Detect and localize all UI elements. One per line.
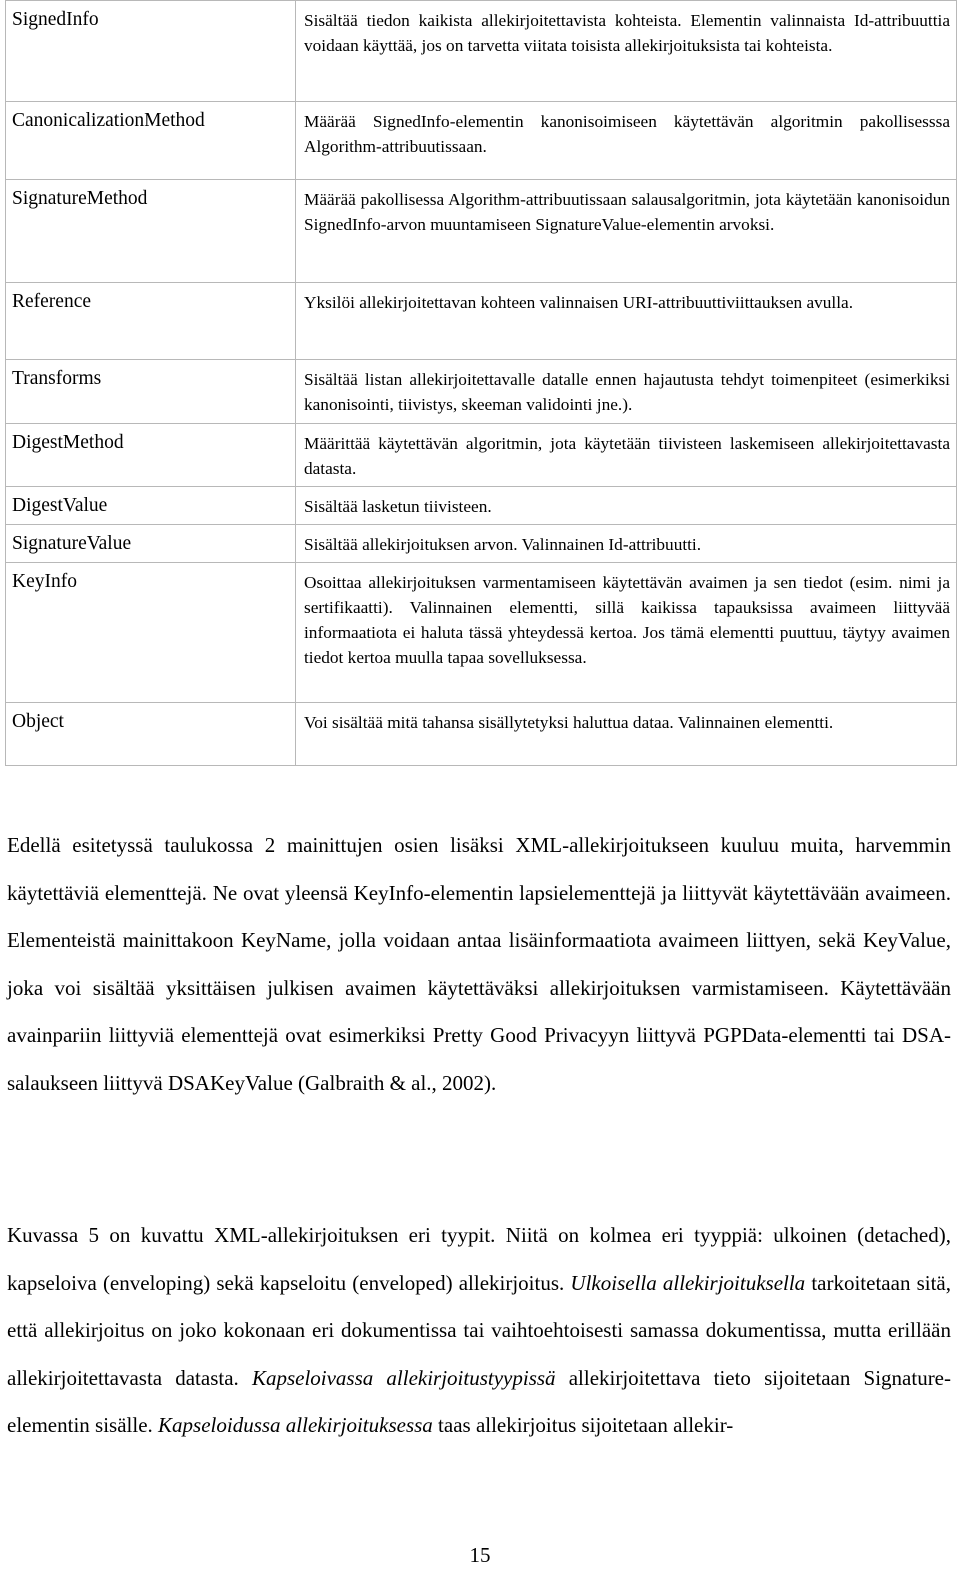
- table-row: [6, 360, 957, 424]
- paragraph-text: Kuvassa 5 on kuvattu XML-allekirjoituksen eri tyypit. Niitä on kolmea eri tyyppiä: ulkoinen (detached), kapseloiva (enveloping) sekä kapseloitu (enveloped) allekirjoitus.: [7, 1223, 951, 1295]
- element-name-cell: DigestMethod: [6, 424, 296, 487]
- element-name-cell: Object: [6, 703, 296, 766]
- body-paragraph-2: [7, 1212, 951, 1450]
- paragraph-text: tarkoitetaan sitä, että allekirjoitus on joko kokonaan eri dokumentissa tai vaihtoehtoisesti samassa dokumentissa, mutta erillään allekirjoitettavasta datasta.: [7, 1270, 951, 1390]
- page-number: 15: [469, 1543, 491, 1567]
- table-row: [6, 525, 957, 563]
- element-name-cell: Reference: [6, 283, 296, 360]
- element-definition-table: [5, 0, 957, 766]
- paragraph-text: allekirjoitettava tieto sijoitetaan Signature-elementin sisälle.: [7, 1365, 951, 1437]
- element-name-cell: CanonicalizationMethod: [6, 102, 296, 180]
- body-paragraph-1: Edellä esitetyssä taulukossa 2 mainittujen osien lisäksi XML-allekirjoitukseen kuuluu muita, harvemmin käytettäviä elementtejä. Ne ovat yleensä KeyInfo-elementin lapsielementtejä ja liittyvät käytettävään avaimeen. Elementeistä mainittakoon KeyName, jolla voidaan antaa lisäinformaatiota avaimeen liittyen, sekä KeyValue, joka voi sisältää yksittäisen julkisen avaimen käytettäväksi allekirjoituksen varmistamiseen. Käytettävään avainpariin liittyviä elementtejä ovat esimerkiksi Pretty Good Privacyyn liittyvä PGPData-elementti tai DSA-salaukseen liittyvä DSAKeyValue (Galbraith & al., 2002).: [7, 833, 951, 1095]
- element-description-cell: Määrää pakollisessa Algorithm-attribuutissaan salausalgoritmin, jota käytetään kanonisoidun SignedInfo-arvon muuntamiseen SignatureValue-elementin arvoksi.: [296, 180, 957, 283]
- element-description-cell: Sisältää tiedon kaikista allekirjoitettavista kohteista. Elementin valinnaista Id-attribuuttia voidaan käyttää, jos on tarvetta viitata toisista allekirjoituksista tai kohteista.: [296, 1, 957, 102]
- table-row: [6, 102, 957, 180]
- element-description-cell: Sisältää allekirjoituksen arvon. Valinnainen Id-attribuutti.: [296, 525, 957, 563]
- element-name-cell: SignatureMethod: [6, 180, 296, 283]
- emphasized-term: Kapseloivassa allekirjoitustyypissä: [251, 1365, 556, 1390]
- element-name-cell: Transforms: [6, 360, 296, 424]
- table-row: [6, 703, 957, 766]
- element-name-cell: KeyInfo: [6, 563, 296, 703]
- emphasized-term: Ulkoisella allekirjoituksella: [570, 1270, 806, 1295]
- element-description-cell: Voi sisältää mitä tahansa sisällytetyksi haluttua dataa. Valinnainen elementti.: [296, 703, 957, 766]
- element-description-cell: Sisältää listan allekirjoitettavalle datalle ennen hajautusta tehdyt toimenpiteet (esimerkiksi kanonisointi, tiivistys, skeeman validointi jne.).: [296, 360, 957, 424]
- paragraph-text: taas allekirjoitus sijoitetaan allekir-: [432, 1413, 734, 1437]
- element-description-cell: Yksilöi allekirjoitettavan kohteen valinnaisen URI-attribuuttiviittauksen avulla.: [296, 283, 957, 360]
- table-row: [6, 424, 957, 487]
- table-row: [6, 180, 957, 283]
- element-description-cell: Osoittaa allekirjoituksen varmentamiseen käytettävän avaimen ja sen tiedot (esim. nimi ja sertifikaatti). Valinnainen elementti, sillä kaikissa tapauksissa avaimeen liittyvää informaatiota ei haluta tässä yhteydessä kertoa. Jos tämä elementti puuttuu, täytyy avaimen tiedot kertoa muulla tapaa sovelluksessa.: [296, 563, 957, 703]
- table-row: [6, 487, 957, 525]
- element-description-cell: Määrää SignedInfo-elementin kanonisoimiseen käytettävän algoritmin pakollisesssa Algorithm-attribuutissaan.: [296, 102, 957, 180]
- element-name-cell: DigestValue: [6, 487, 296, 525]
- table-row: [6, 1, 957, 102]
- table-row: [6, 283, 957, 360]
- element-description-cell: Määrittää käytettävän algoritmin, jota käytetään tiivisteen laskemiseen allekirjoitettavasta datasta.: [296, 424, 957, 487]
- table-row: [6, 563, 957, 703]
- emphasized-term: Kapseloidussa allekirjoituksessa: [158, 1413, 433, 1437]
- element-name-cell: SignatureValue: [6, 525, 296, 563]
- element-description-cell: Sisältää lasketun tiivisteen.: [296, 487, 957, 525]
- element-name-cell: SignedInfo: [6, 1, 296, 102]
